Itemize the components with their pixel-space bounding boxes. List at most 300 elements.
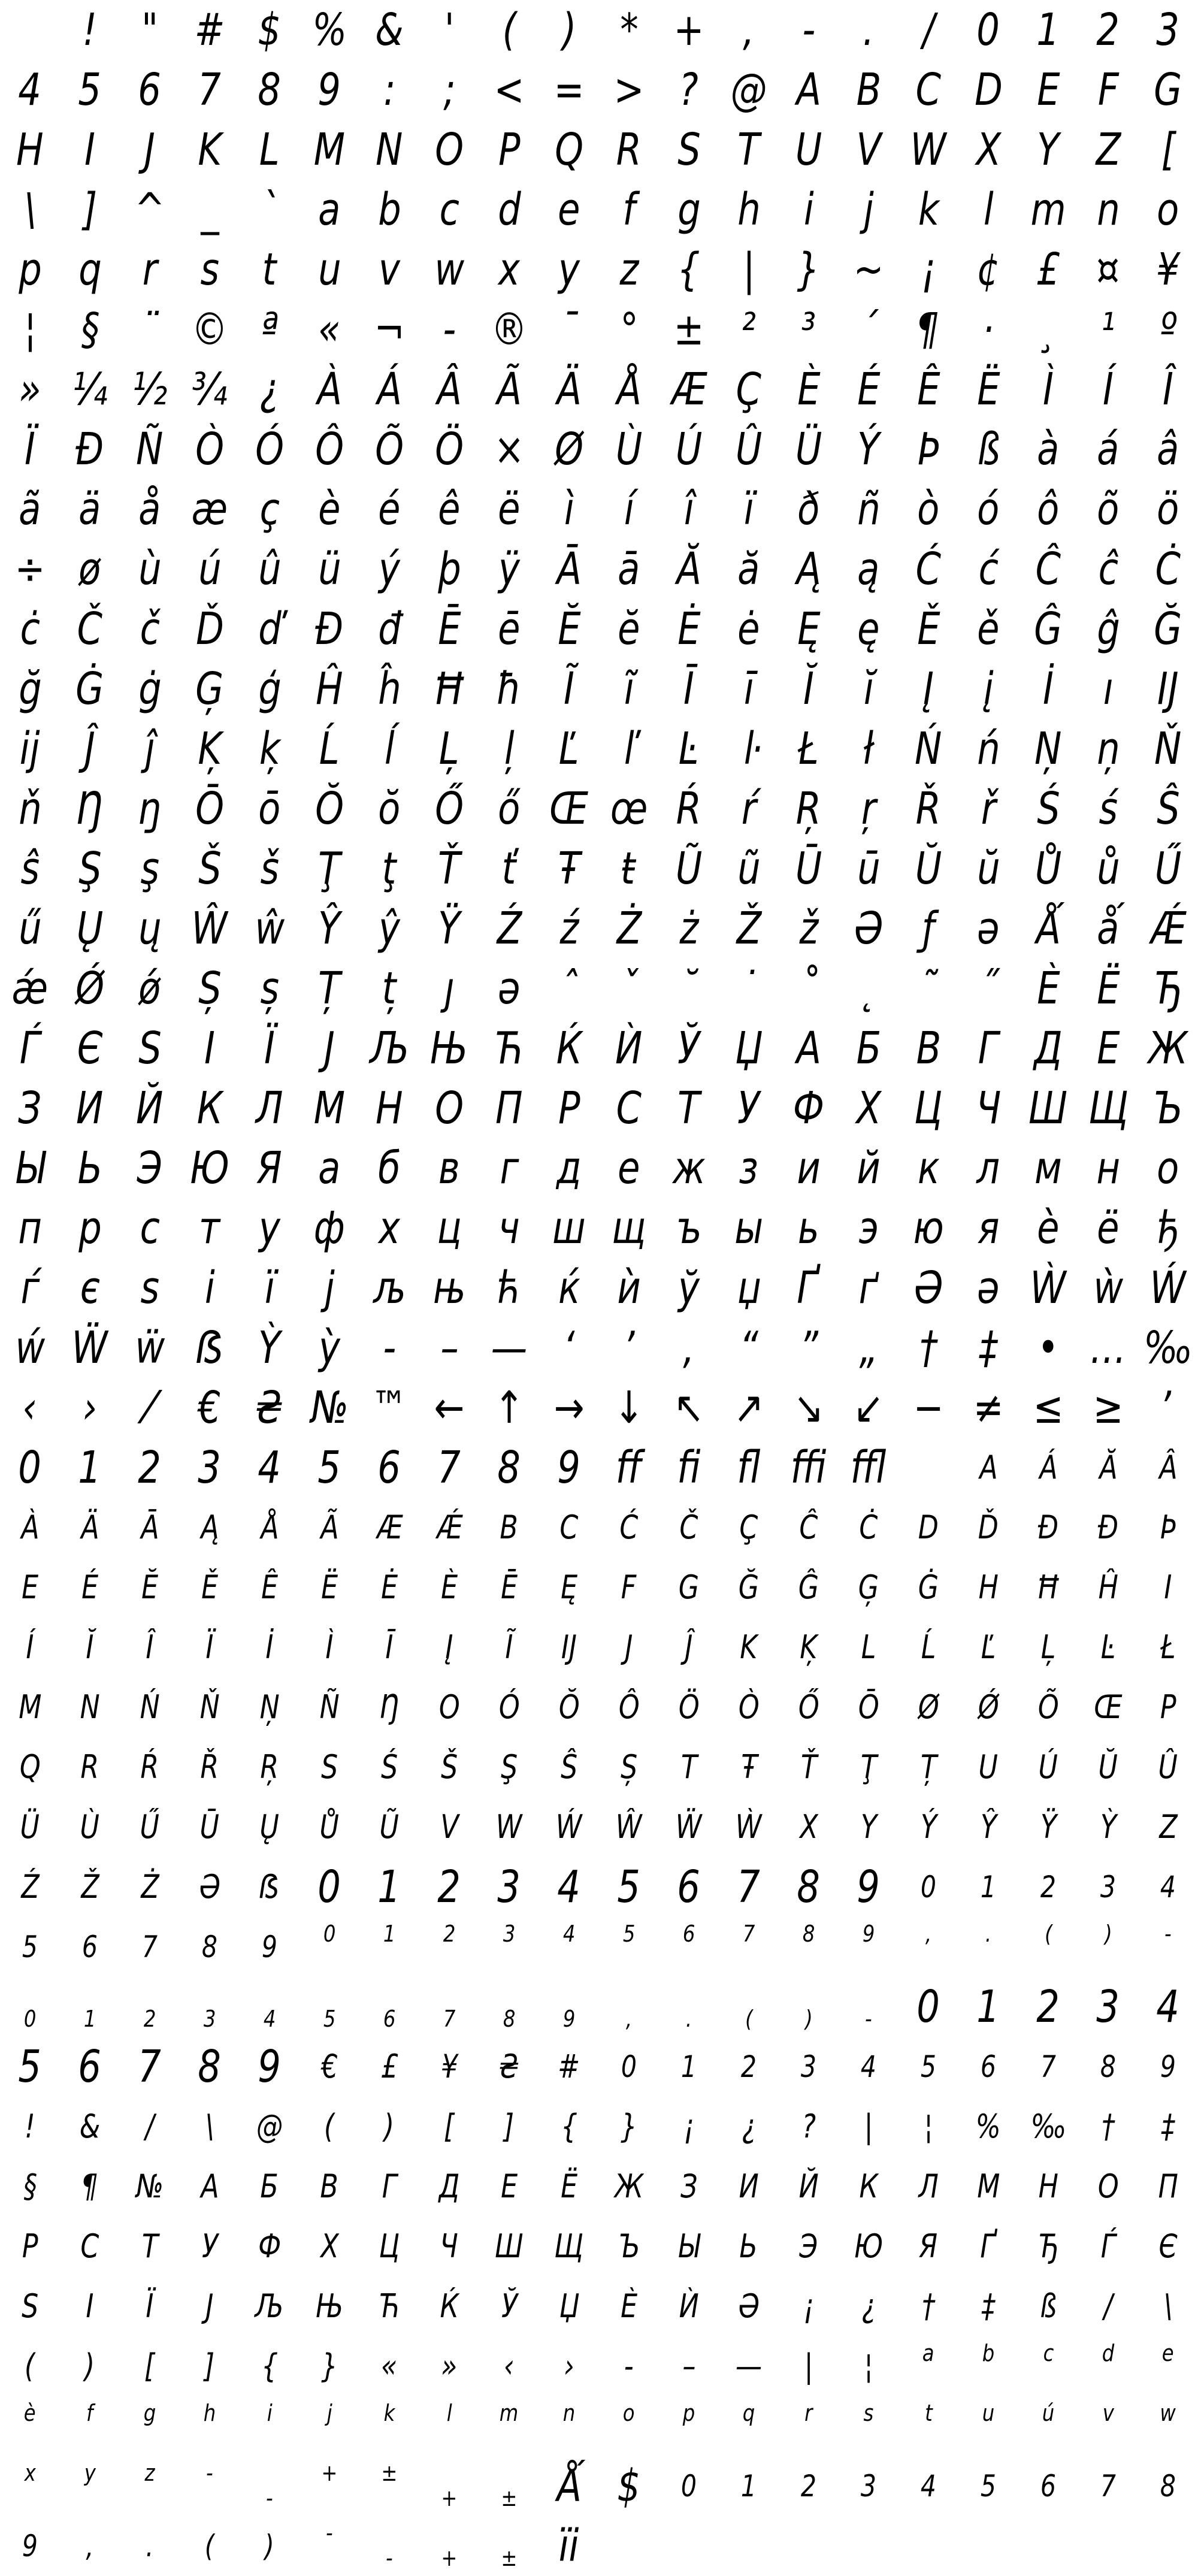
glyph: è — [318, 483, 341, 535]
glyph: 1 — [83, 2006, 96, 2032]
glyph: Е — [501, 2167, 518, 2205]
glyph-cell — [0, 1138, 60, 1198]
glyph: ѝ — [617, 1262, 641, 1314]
glyph: ¤ — [1096, 244, 1120, 295]
glyph-cell — [898, 300, 958, 359]
glyph-cell — [898, 2097, 958, 2157]
glyph-cell — [839, 1438, 898, 1498]
glyph-cell — [180, 1378, 240, 1438]
glyph: Z — [1158, 1808, 1178, 1846]
glyph: Ǿ — [978, 1688, 999, 1726]
glyph-cell — [1078, 1078, 1138, 1138]
glyph-cell — [659, 2276, 719, 2336]
glyph: 7 — [1040, 2049, 1057, 2084]
glyph: Ř — [200, 1748, 219, 1786]
glyph: I — [84, 124, 95, 176]
glyph-cell — [359, 719, 419, 779]
glyph: Ă — [676, 543, 701, 595]
glyph: 1 — [383, 1921, 396, 1947]
glyph: 3 — [1096, 1981, 1120, 2033]
glyph-cell — [958, 2456, 1018, 2516]
glyph: ì — [564, 483, 574, 535]
glyph-cell — [659, 1558, 719, 1617]
glyph: / — [922, 4, 935, 56]
glyph-cell — [539, 1138, 599, 1198]
glyph-cell — [1018, 1258, 1078, 1318]
glyph-cell — [719, 1138, 779, 1198]
glyph: Ў — [501, 2287, 518, 2325]
glyph: p — [18, 244, 42, 295]
glyph-cell — [479, 539, 539, 599]
glyph: Y — [1037, 124, 1060, 176]
glyph: Ә — [738, 2287, 760, 2325]
glyph: 4 — [263, 2006, 276, 2032]
glyph-cell — [1138, 300, 1198, 359]
glyph-cell — [719, 1018, 779, 1078]
glyph-cell — [359, 1977, 419, 2037]
glyph: ú — [198, 543, 222, 595]
glyph-cell — [180, 2516, 240, 2576]
glyph-cell — [419, 779, 479, 839]
glyph: Ѓ — [20, 1023, 40, 1074]
glyph-cell — [300, 359, 359, 419]
glyph-cell — [240, 2157, 300, 2217]
glyph: ů — [1096, 843, 1120, 894]
glyph-cell — [1018, 2456, 1078, 2516]
glyph: ü — [317, 543, 341, 595]
glyph: Л — [918, 2167, 939, 2205]
glyph: \ — [1163, 2287, 1173, 2325]
glyph: Á — [1039, 1449, 1058, 1486]
glyph: Ș — [198, 963, 222, 1014]
glyph: В — [916, 1023, 941, 1074]
glyph-cell — [839, 2516, 898, 2576]
glyph-cell — [240, 1078, 300, 1138]
glyph: - — [1164, 1921, 1172, 1947]
glyph: ň — [18, 783, 42, 835]
glyph: Ų — [259, 1808, 280, 1846]
glyph: 3 — [1156, 4, 1180, 56]
glyph-cell — [839, 2037, 898, 2097]
glyph-cell — [958, 1677, 1018, 1737]
glyph: Ô — [618, 1688, 640, 1726]
glyph: œ — [610, 783, 648, 835]
glyph-cell — [1018, 1438, 1078, 1498]
glyph-cell — [300, 479, 359, 539]
glyph-cell — [779, 899, 839, 959]
glyph-cell — [898, 120, 958, 180]
glyph: ǿ — [138, 963, 161, 1014]
glyph-cell — [479, 180, 539, 240]
glyph-cell — [60, 359, 120, 419]
glyph-cell — [839, 2276, 898, 2336]
glyph-cell — [719, 2037, 779, 2097]
glyph-cell — [839, 2396, 898, 2456]
glyph: џ — [737, 1262, 761, 1314]
glyph: Ẅ — [71, 1322, 108, 1374]
glyph: ffi — [790, 1442, 827, 1493]
glyph-cell — [240, 2037, 300, 2097]
glyph: Ў — [677, 1023, 700, 1074]
glyph-cell — [1018, 1617, 1078, 1677]
glyph-cell — [839, 1677, 898, 1737]
glyph-cell — [479, 659, 539, 719]
glyph-cell — [120, 2097, 180, 2157]
glyph: 5 — [317, 1442, 341, 1493]
glyph-cell — [120, 899, 180, 959]
glyph-cell — [240, 2516, 300, 2576]
glyph-cell — [0, 1558, 60, 1617]
glyph: H — [16, 124, 44, 176]
glyph-cell — [659, 0, 719, 60]
glyph-cell — [539, 1018, 599, 1078]
glyph-cell — [898, 1018, 958, 1078]
glyph-cell — [958, 359, 1018, 419]
glyph-cell — [958, 2157, 1018, 2217]
glyph-cell — [419, 2157, 479, 2217]
glyph: - — [802, 4, 815, 56]
glyph: Ț — [920, 1748, 937, 1786]
glyph-cell — [839, 1857, 898, 1917]
glyph-cell — [1018, 1677, 1078, 1737]
glyph: T — [680, 1748, 697, 1786]
glyph-cell — [120, 1677, 180, 1737]
glyph-cell — [0, 2516, 60, 2576]
glyph: Ê — [916, 364, 940, 415]
glyph-cell — [60, 1977, 120, 2037]
glyph-cell — [359, 2276, 419, 2336]
glyph: i — [267, 2400, 273, 2426]
glyph: ê — [438, 483, 461, 535]
glyph: 7 — [742, 1921, 755, 1947]
glyph: Ľ — [559, 723, 579, 775]
glyph-cell — [180, 1917, 240, 1977]
glyph: 4 — [557, 1861, 581, 1913]
glyph-cell — [479, 1378, 539, 1438]
glyph-cell — [419, 659, 479, 719]
glyph: # — [194, 4, 225, 56]
glyph: ğ — [18, 663, 42, 715]
glyph: 8 — [1160, 2469, 1176, 2504]
glyph: « — [318, 304, 341, 355]
glyph-cell — [1138, 2456, 1198, 2516]
glyph: ß — [1040, 2287, 1057, 2325]
glyph-cell — [240, 2097, 300, 2157]
glyph: 1 — [980, 1870, 997, 1904]
glyph-cell — [419, 1138, 479, 1198]
glyph: е — [618, 1142, 640, 1194]
glyph-cell — [659, 180, 719, 240]
glyph-cell — [599, 1378, 659, 1438]
glyph-cell — [240, 300, 300, 359]
glyph: ț — [382, 963, 397, 1014]
glyph: ș — [260, 963, 279, 1014]
glyph-cell — [719, 1078, 779, 1138]
glyph: Í — [1103, 364, 1114, 415]
glyph-cell — [599, 539, 659, 599]
glyph-cell — [1138, 1617, 1198, 1677]
glyph-cell — [599, 659, 659, 719]
glyph-cell — [659, 1198, 719, 1258]
glyph: e — [1162, 2340, 1174, 2366]
glyph-cell — [479, 60, 539, 120]
glyph: £ — [380, 2048, 398, 2085]
glyph: Å — [616, 364, 642, 415]
glyph: ú — [1042, 2400, 1055, 2426]
glyph: f — [86, 2400, 93, 2426]
glyph-cell — [779, 959, 839, 1018]
glyph-cell — [719, 1917, 779, 1977]
glyph-cell — [898, 1498, 958, 1558]
glyph: Ķ — [800, 1628, 818, 1666]
glyph: ( — [745, 2006, 753, 2032]
glyph-cell — [0, 959, 60, 1018]
glyph-cell — [1078, 419, 1138, 479]
glyph: ď — [258, 603, 282, 655]
glyph-cell — [359, 359, 419, 419]
glyph-cell — [419, 1258, 479, 1318]
glyph-cell — [359, 1857, 419, 1917]
glyph-cell — [599, 1677, 659, 1737]
glyph-cell — [839, 359, 898, 419]
glyph: ĩ — [624, 663, 634, 715]
glyph: † — [921, 2287, 936, 2325]
glyph: , — [743, 4, 755, 56]
glyph: b — [377, 184, 401, 235]
glyph: Ũ — [675, 843, 703, 894]
glyph: ј — [324, 1262, 335, 1314]
glyph-cell — [359, 1617, 419, 1677]
glyph: Û — [735, 424, 763, 475]
glyph-cell — [599, 959, 659, 1018]
glyph: r — [804, 2400, 813, 2426]
glyph-cell — [479, 419, 539, 479]
glyph: W — [910, 124, 946, 176]
glyph: x — [24, 2460, 36, 2486]
glyph: Ŀ — [1100, 1628, 1116, 1666]
glyph: Ģ — [858, 1568, 879, 1606]
glyph-cell — [359, 0, 419, 60]
glyph-cell — [779, 1138, 839, 1198]
glyph-cell — [359, 120, 419, 180]
glyph: с — [140, 1202, 160, 1254]
glyph: J — [144, 124, 155, 176]
glyph: m — [500, 2400, 519, 2426]
glyph-cell — [1018, 1917, 1078, 1977]
glyph: 2 — [443, 1921, 456, 1947]
glyph-cell — [839, 240, 898, 300]
glyph-cell — [479, 599, 539, 659]
glyph: Ü — [20, 1808, 40, 1846]
glyph-cell — [539, 539, 599, 599]
glyph: Ї — [264, 1023, 275, 1074]
glyph-cell — [599, 1258, 659, 1318]
glyph: ( — [324, 2108, 335, 2145]
glyph-cell — [180, 2037, 240, 2097]
glyph: Å — [260, 1508, 279, 1546]
glyph: Ѕ — [138, 1023, 162, 1074]
glyph: ã — [19, 483, 41, 535]
glyph: Ċ — [1155, 543, 1181, 595]
glyph-cell — [839, 1318, 898, 1378]
glyph: ↘ — [793, 1382, 824, 1434]
glyph-cell — [719, 359, 779, 419]
glyph: S — [677, 124, 701, 176]
glyph: И — [739, 2167, 759, 2205]
glyph: Ú — [675, 424, 703, 475]
glyph: 8 — [497, 1442, 521, 1493]
glyph-cell — [779, 1917, 839, 1977]
glyph-cell — [240, 1318, 300, 1378]
glyph: Г — [978, 1023, 999, 1074]
glyph: Ћ — [495, 1023, 524, 1074]
glyph: æ — [191, 483, 228, 535]
glyph: ř — [981, 783, 996, 835]
glyph: 6 — [1040, 2469, 1057, 2504]
glyph-cell — [479, 1857, 539, 1917]
glyph-cell — [779, 300, 839, 359]
glyph-cell — [300, 1198, 359, 1258]
glyph-cell — [659, 719, 719, 779]
glyph: s — [200, 244, 219, 295]
glyph: Ѐ — [621, 2287, 637, 2325]
glyph: Ź — [497, 903, 522, 954]
glyph-cell — [120, 659, 180, 719]
glyph: ¡ — [921, 244, 936, 295]
glyph-cell — [120, 479, 180, 539]
glyph-cell — [898, 959, 958, 1018]
glyph: Ỳ — [258, 1322, 281, 1374]
glyph: Ö — [678, 1688, 700, 1726]
glyph-cell — [300, 1977, 359, 2037]
glyph-cell — [1078, 1198, 1138, 1258]
glyph: Ñ — [136, 424, 164, 475]
glyph: І — [204, 1023, 215, 1074]
glyph: П — [1158, 2167, 1178, 2205]
glyph: º — [1159, 304, 1177, 355]
glyph: н — [1096, 1142, 1120, 1194]
glyph: Ü — [795, 424, 822, 475]
glyph: — — [735, 2347, 763, 2385]
glyph: ≥ — [1093, 1382, 1124, 1434]
glyph-cell — [240, 1917, 300, 1977]
glyph-cell — [0, 1318, 60, 1378]
glyph-cell — [719, 240, 779, 300]
glyph-cell — [1018, 2217, 1078, 2276]
glyph-cell — [419, 1617, 479, 1677]
glyph: L — [861, 1628, 876, 1666]
glyph-cell — [1018, 60, 1078, 120]
glyph: É — [81, 1568, 98, 1606]
glyph: Щ — [554, 2227, 584, 2265]
glyph-cell — [120, 839, 180, 899]
glyph: О — [1097, 2167, 1119, 2205]
glyph-cell — [1018, 1498, 1078, 1558]
glyph-cell — [779, 2396, 839, 2456]
glyph: v — [379, 244, 400, 295]
glyph-cell — [1078, 60, 1138, 120]
glyph-cell — [1018, 359, 1078, 419]
glyph: Ń — [140, 1688, 160, 1726]
glyph: ↗ — [733, 1382, 764, 1434]
glyph: Ö — [435, 424, 464, 475]
glyph-cell — [1138, 2516, 1198, 2576]
glyph: · — [982, 304, 994, 355]
glyph-cell — [419, 60, 479, 120]
glyph: g — [143, 2400, 156, 2426]
glyph-cell — [180, 1258, 240, 1318]
glyph-cell — [719, 120, 779, 180]
glyph-cell — [898, 2276, 958, 2336]
glyph-cell — [898, 2516, 958, 2576]
glyph-cell — [1078, 1558, 1138, 1617]
glyph-cell — [359, 899, 419, 959]
glyph: С — [80, 2227, 99, 2265]
glyph-cell — [1138, 539, 1198, 599]
glyph-cell — [180, 300, 240, 359]
glyph-cell — [539, 599, 599, 659]
glyph: љ — [373, 1262, 406, 1314]
glyph: N — [376, 124, 403, 176]
glyph: Њ — [430, 1023, 468, 1074]
glyph-cell — [1078, 2276, 1138, 2336]
glyph-cell — [958, 2516, 1018, 2576]
glyph: ў — [678, 1262, 700, 1314]
glyph-cell — [1078, 300, 1138, 359]
glyph: Ț — [318, 963, 341, 1014]
glyph-cell — [180, 359, 240, 419]
glyph-cell — [479, 1677, 539, 1737]
glyph: Ĕ — [557, 603, 581, 655]
glyph-cell — [1018, 1138, 1078, 1198]
glyph-cell — [958, 1138, 1018, 1198]
glyph-cell — [659, 1977, 719, 2037]
glyph: . — [863, 4, 875, 56]
glyph: ( — [502, 4, 516, 56]
glyph: z — [144, 2460, 155, 2486]
glyph-cell — [419, 1438, 479, 1498]
glyph: 0 — [23, 2006, 37, 2032]
glyph-cell — [719, 539, 779, 599]
glyph: Ẁ — [1030, 1262, 1066, 1314]
glyph-cell — [1078, 2037, 1138, 2097]
glyph-cell — [180, 659, 240, 719]
glyph-cell — [120, 2336, 180, 2396]
glyph-cell — [60, 2336, 120, 2396]
glyph-cell — [1138, 60, 1198, 120]
glyph-cell — [719, 2217, 779, 2276]
glyph: Ц — [914, 1083, 943, 1134]
glyph: 6 — [677, 1861, 701, 1913]
glyph-cell — [898, 2396, 958, 2456]
glyph-cell — [898, 599, 958, 659]
glyph: g — [677, 184, 701, 235]
glyph-cell — [898, 539, 958, 599]
glyph-cell — [240, 1018, 300, 1078]
glyph-cell — [0, 2396, 60, 2456]
glyph: → — [553, 1382, 585, 1434]
glyph-cell — [539, 419, 599, 479]
glyph-cell — [659, 240, 719, 300]
glyph-cell — [60, 719, 120, 779]
glyph: › — [82, 1382, 98, 1434]
glyph-cell — [599, 1438, 659, 1498]
glyph-cell — [180, 1617, 240, 1677]
glyph: C — [559, 1508, 579, 1546]
glyph-cell — [0, 359, 60, 419]
glyph-cell — [240, 779, 300, 839]
glyph: ³ — [801, 304, 816, 355]
